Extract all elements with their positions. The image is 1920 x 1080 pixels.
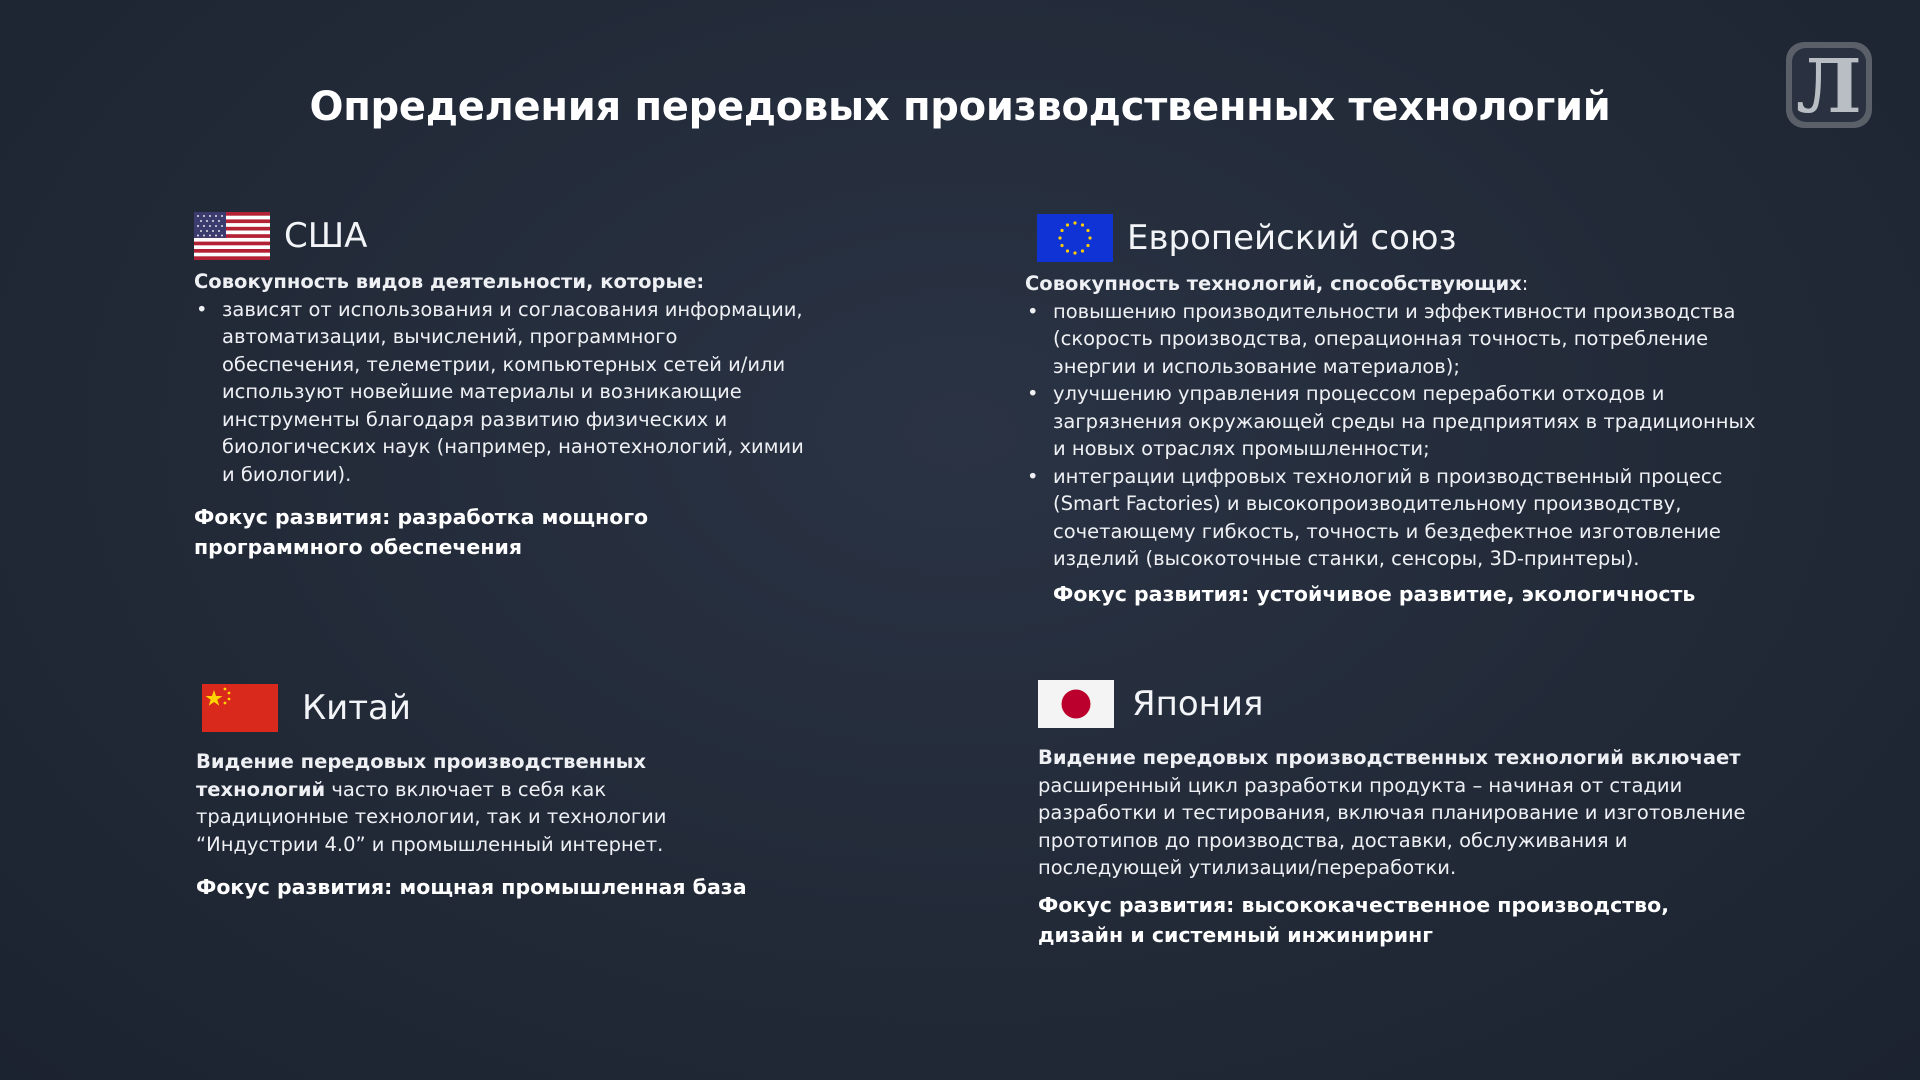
eu-bullet-list	[1025, 298, 1765, 573]
japan-focus: Фокус развития: высококачественное производство, дизайн и системный инжиниринг	[1038, 892, 1669, 947]
japan-text: расширенный цикл разработки продукта – начиная от стадии разработки и тестирования, включая планирование и изготовление прототипов до производства, доставки, обслуживания и последующей утилизации/переработки.	[1038, 773, 1746, 879]
china-text: часто включает в себя как традиционные технологии, так и технологии “Индустрии 4.0” и промышленный интернет.	[196, 777, 667, 856]
china-header	[196, 680, 756, 736]
eu-star-icon	[1086, 244, 1089, 247]
eu-star-icon	[1058, 236, 1061, 239]
eu-focus: Фокус развития: устойчивое развитие, экологичность	[1053, 581, 1696, 606]
channel-logo-icon	[1784, 40, 1874, 130]
logo-glyph: Л	[1796, 44, 1862, 130]
eu-star-icon	[1088, 236, 1091, 239]
eu-star-icon	[1073, 221, 1076, 224]
eu-flag-icon	[1037, 214, 1113, 262]
eu-star-icon	[1081, 249, 1084, 252]
eu-body	[1025, 270, 1765, 573]
china-lead: Видение передовых производственных технологий	[196, 750, 646, 801]
usa-bullet-list	[194, 296, 814, 489]
eu-lead: Совокупность технологий, способствующих	[1025, 272, 1522, 295]
usa-bullet-item: • зависят от использования и согласования информации, автоматизации, вычислений, программного обеспечения, телеметрии, компьютерных сетей и/или используют новейшие материалы и возникающие инструменты благодаря развитию физических и биологических наук (например, нанотехнологий, химии и биологии).	[194, 296, 814, 489]
eu-star-icon	[1066, 249, 1069, 252]
japan-country-name: Япония	[1132, 684, 1264, 724]
eu-star-icon	[1060, 244, 1063, 247]
china-body	[196, 748, 756, 858]
usa-country-name: США	[284, 216, 368, 256]
usa-flag-icon	[194, 212, 270, 260]
eu-star-icon	[1060, 229, 1063, 232]
eu-star-icon	[1081, 223, 1084, 226]
usa-body	[194, 268, 814, 488]
usa-header	[194, 208, 814, 264]
eu-star-icon	[1073, 251, 1076, 254]
eu-star-icon	[1086, 229, 1089, 232]
eu-header	[1025, 210, 1765, 266]
china-section	[196, 680, 756, 902]
eu-star-icon	[1066, 223, 1069, 226]
eu-section	[1025, 210, 1765, 609]
eu-country-name: Европейский союз	[1127, 218, 1457, 258]
china-focus: Фокус развития: мощная промышленная база	[196, 875, 747, 899]
eu-bullet-item: • повышению производительности и эффективности производства (скорость производства, операционная точность, потребление энергии и использование материалов);	[1025, 298, 1765, 381]
japan-lead: Видение передовых производственных технологий включает	[1038, 746, 1741, 769]
usa-section	[194, 208, 814, 562]
slide-title: Определения передовых производственных технологий	[309, 84, 1611, 130]
japan-body	[1038, 744, 1768, 882]
china-flag-icon	[202, 684, 278, 732]
japan-section	[1038, 676, 1768, 950]
eu-bullet-item: • интеграции цифровых технологий в производственный процесс (Smart Factories) и высокопроизводительному производству, сочетающему гибкость, точность и бездефектное изготовление изделий (высокоточные станки, сенсоры, 3D-принтеры).	[1025, 463, 1765, 573]
usa-lead: Совокупность видов деятельности, которые:	[194, 270, 705, 293]
usa-focus: Фокус развития: разработка мощного программного обеспечения	[194, 505, 649, 559]
eu-lead-suffix: :	[1521, 272, 1529, 295]
japan-flag-icon	[1038, 680, 1114, 728]
eu-lead-line	[1025, 270, 1765, 298]
china-country-name: Китай	[302, 688, 411, 728]
eu-bullet-item: • улучшению управления процессом переработки отходов и загрязнения окружающей среды на предприятиях в традиционных и новых отраслях промышленности;	[1025, 380, 1765, 463]
japan-header	[1038, 676, 1768, 732]
